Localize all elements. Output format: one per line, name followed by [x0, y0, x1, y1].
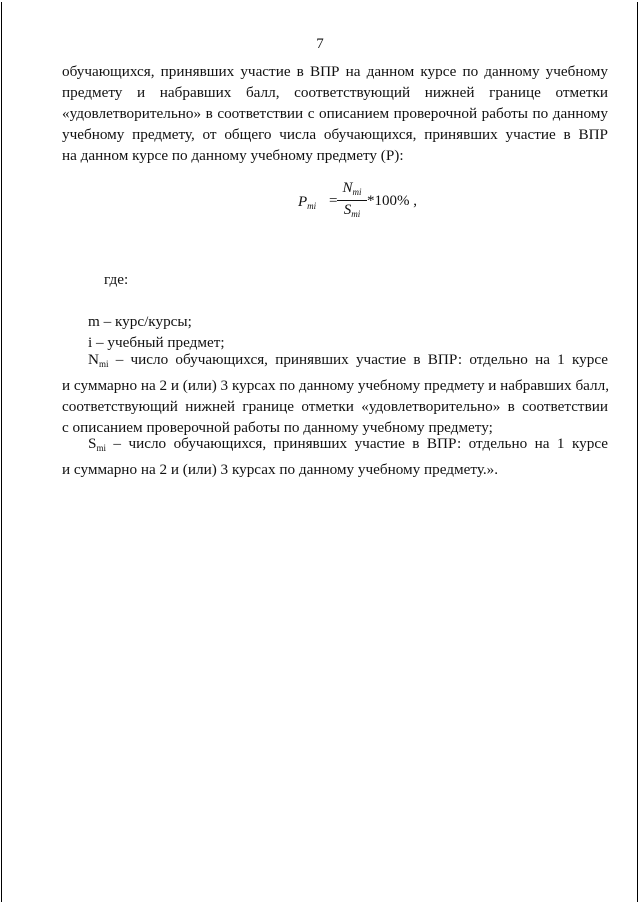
formula-multiplier: *100% ,	[367, 193, 417, 209]
definition-s-first-line: $S_{mi}$ – число обучающихся, принявших участие в ВПР: отдельно на 1 курсе	[88, 435, 608, 453]
definition-s-line: и суммарно на 2 и (или) 3 курсах по данному учебному предмету.».	[62, 461, 499, 478]
formula-equals: =	[329, 193, 338, 209]
intro-line: обучающихся, принявших участие в ВПР на данном курсе по данному учебному	[62, 63, 608, 80]
intro-line: предмету и набравших балл, соответствующий нижней границе отметки	[62, 84, 608, 101]
percentage-formula	[298, 180, 438, 230]
scan-edge-left	[1, 2, 2, 902]
definition-n-line: соответствующий нижней границе отметки «удовлетворительно» в соответствии	[62, 398, 608, 415]
definition-n-line: и суммарно на 2 и (или) 3 курсах по данному учебному предмету и набравших балл,	[62, 377, 610, 394]
where-label: где:	[104, 271, 129, 288]
definition-n-first-line: $N_{mi}$ – число обучающихся, принявших участие в ВПР: отдельно на 1 курсе	[88, 351, 608, 369]
intro-line: «удовлетворительно» в соответствии с описанием проверочной работы по данному	[62, 105, 608, 122]
formula-lhs: $P_{mi}$	[298, 194, 317, 211]
intro-line: на данном курсе по данному учебному предмету (P):	[62, 147, 404, 164]
intro-line: учебному предмету, от общего числа обучающихся, принявших участие в ВПР	[62, 126, 608, 143]
definition-n-line: с описанием проверочной работы по данному учебному предмету;	[62, 419, 493, 436]
definition-s	[62, 433, 608, 480]
definition-i: i – учебный предмет;	[88, 334, 225, 351]
definition-n	[62, 349, 608, 438]
definition-m: m – курс/курсы;	[88, 313, 192, 330]
scan-edge-right	[637, 2, 638, 902]
intro-paragraph	[62, 61, 608, 166]
page-number: 7	[316, 36, 324, 52]
fraction-bar	[337, 200, 367, 201]
formula-denominator: $S_{mi}$	[343, 202, 361, 219]
formula-numerator: $N_{mi}$	[342, 180, 362, 197]
